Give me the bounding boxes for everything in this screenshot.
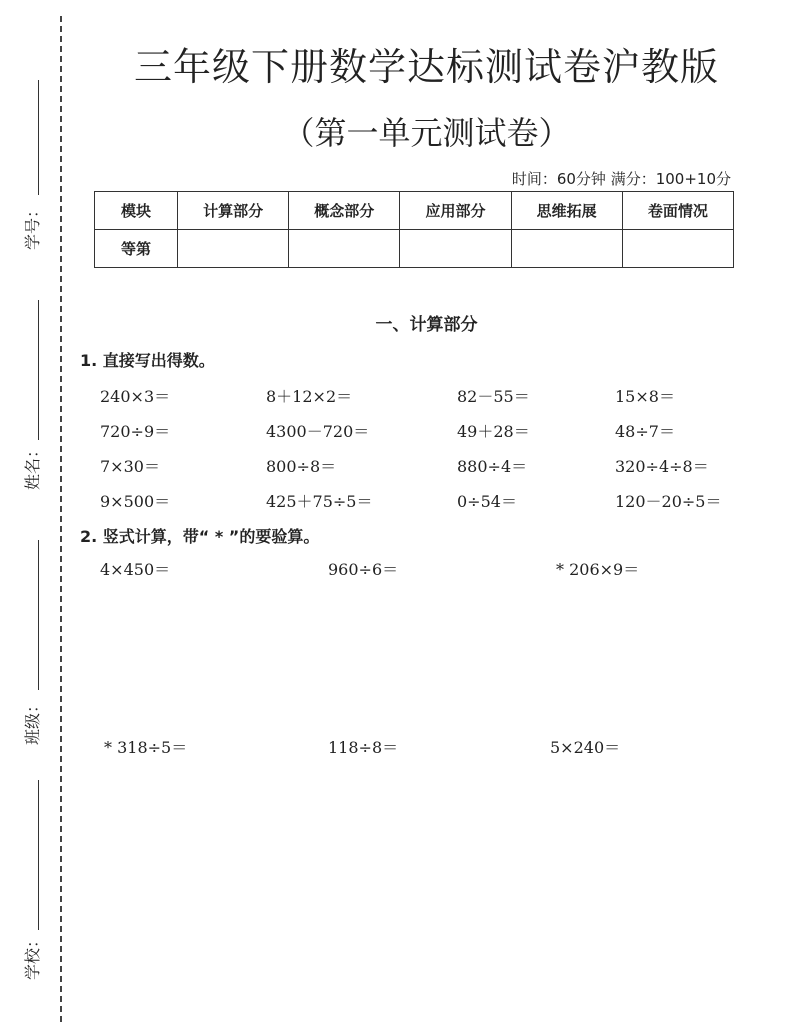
- score-table: [94, 191, 734, 268]
- score-cell[interactable]: [400, 230, 511, 268]
- problem: 425＋75÷5＝: [266, 492, 373, 511]
- problem: 82－55＝: [457, 387, 530, 406]
- problem: 800÷8＝: [266, 457, 337, 476]
- problem-row: [100, 384, 760, 408]
- score-cell[interactable]: [622, 230, 733, 268]
- name-label: 姓名：: [23, 441, 42, 490]
- school-label: 学校：: [23, 931, 42, 980]
- problem: 4×450＝: [100, 560, 171, 579]
- problem: * 206×9＝: [556, 560, 640, 579]
- problem: 880÷4＝: [457, 457, 528, 476]
- score-table-header: 应用部分: [400, 192, 511, 230]
- score-cell[interactable]: [511, 230, 622, 268]
- problem: 7×30＝: [100, 457, 160, 476]
- problem-row: [100, 489, 760, 513]
- problem: 320÷4÷8＝: [615, 457, 709, 476]
- problem: 15×8＝: [615, 387, 675, 406]
- section-heading: 一、计算部分: [375, 315, 478, 335]
- score-table-header: 概念部分: [289, 192, 400, 230]
- problem: 8＋12×2＝: [266, 387, 353, 406]
- problem: 4300－720＝: [266, 422, 370, 441]
- binding-dashed-line: [60, 16, 62, 1022]
- score-cell[interactable]: [178, 230, 289, 268]
- problem: 120－20÷5＝: [615, 492, 722, 511]
- class-label: 班级：: [23, 696, 42, 745]
- question-2-title: 2. 竖式计算，带“ * ”的要验算。: [80, 527, 320, 546]
- score-table-header-row: [95, 192, 734, 230]
- score-table-header: 思维拓展: [511, 192, 622, 230]
- problem: 5×240＝: [550, 738, 621, 757]
- page-subtitle: （第一单元测试卷）: [282, 114, 571, 152]
- page-title: 三年级下册数学达标测试卷沪教版: [133, 45, 719, 89]
- school-blank: [38, 780, 39, 930]
- score-table-row-label: 等第: [95, 230, 178, 268]
- problem: 48÷7＝: [615, 422, 675, 441]
- student-number-label: 学号：: [23, 201, 42, 250]
- problem: 720÷9＝: [100, 422, 171, 441]
- problem: 118÷8＝: [328, 738, 399, 757]
- problem: 49＋28＝: [457, 422, 530, 441]
- question-1-title: 1. 直接写出得数。: [80, 351, 215, 370]
- score-table-header: 模块: [95, 192, 178, 230]
- score-cell[interactable]: [289, 230, 400, 268]
- class-blank: [38, 540, 39, 690]
- problem-row: [100, 419, 760, 443]
- problem: 0÷54＝: [457, 492, 517, 511]
- time-score-info: 时间：60分钟 满分：100+10分: [511, 170, 731, 188]
- student-number-blank: [38, 80, 39, 195]
- problem: 960÷6＝: [328, 560, 399, 579]
- problem: * 318÷5＝: [104, 738, 188, 757]
- score-table-header: 卷面情况: [622, 192, 733, 230]
- name-blank: [38, 300, 39, 440]
- problem: 9×500＝: [100, 492, 171, 511]
- problem-row: [100, 454, 760, 478]
- score-table-header: 计算部分: [178, 192, 289, 230]
- problem: 240×3＝: [100, 387, 171, 406]
- score-table-grade-row: [95, 230, 734, 268]
